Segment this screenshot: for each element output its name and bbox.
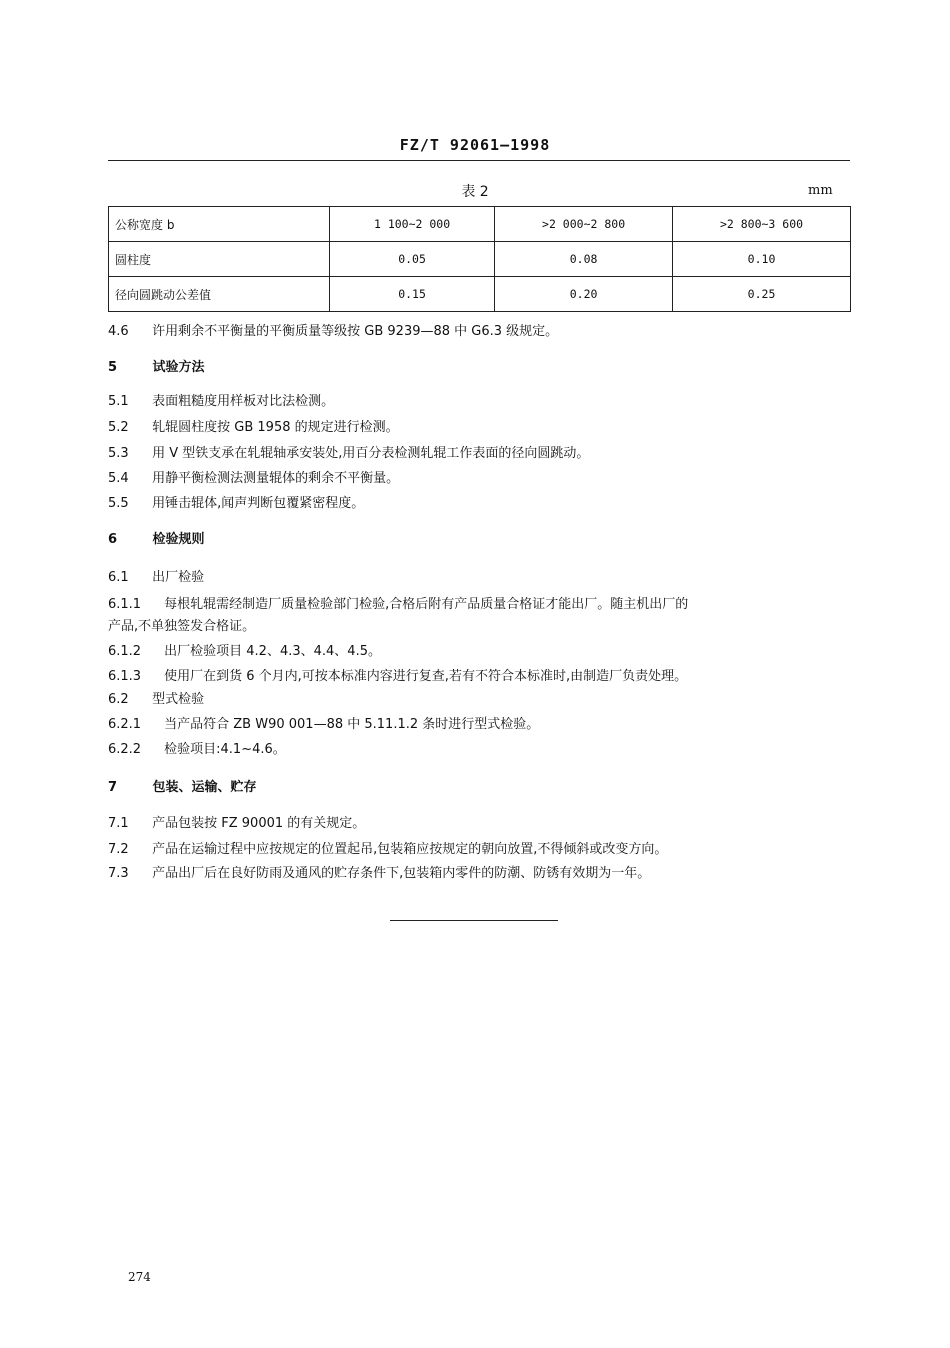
section-heading-5 [108,356,205,375]
table-cell: 0.05 [330,242,495,277]
clause-5-2 [108,416,399,435]
clause-number: 5.4 [108,471,129,486]
clause-text: 产品,不单独签发合格证。 [108,619,256,634]
clause-5-5 [108,492,364,511]
clause-number: 5.3 [108,446,129,461]
clause-text: 用锤击辊体,闻声判断包覆紧密程度。 [152,496,365,511]
clause-text: 轧辊圆柱度按 GB 1958 的规定进行检测。 [152,420,399,435]
clause-number: 6.1 [108,570,129,585]
clause-number: 6.1.2 [108,644,142,659]
clause-text: 使用厂在到货 6 个月内,可按本标准内容进行复查,若有不符合本标准时,由制造厂负责处理。 [164,669,688,684]
table-row [109,207,851,242]
clause-5-1 [108,390,334,409]
table-cell: >2 800~3 600 [673,207,851,242]
tolerance-table [108,206,851,312]
clause-text: 每根轧辊需经制造厂质量检验部门检验,合格后附有产品质量合格证才能出厂。随主机出厂的 [164,597,689,612]
clause-6-2-2 [108,738,286,757]
table-row [109,277,851,312]
document-header-title: FZ/T 92061—1998 [399,136,551,154]
section-number: 7 [108,780,118,795]
clause-number: 4.6 [108,324,129,339]
table-row [109,242,851,277]
clause-text: 检验项目:4.1~4.6。 [164,742,286,757]
clause-6-2 [108,688,204,707]
table-cell: 0.08 [495,242,673,277]
table-cell: 0.15 [330,277,495,312]
clause-5-3 [108,442,589,461]
clause-number: 6.2.1 [108,717,142,732]
section-title: 检验规则 [152,532,205,547]
clause-number: 7.2 [108,842,129,857]
clause-7-2 [108,838,667,857]
table-cell: 1 100~2 000 [330,207,495,242]
clause-text: 产品在运输过程中应按规定的位置起吊,包装箱应按规定的朝向放置,不得倾斜或改变方向。 [152,842,668,857]
row-label: 径向圆跳动公差值 [109,277,330,312]
clause-4-6 [108,320,558,339]
row-label: 圆柱度 [109,242,330,277]
clause-5-4 [108,467,399,486]
clause-text: 用静平衡检测法测量辊体的剩余不平衡量。 [152,471,400,486]
clause-text: 出厂检验项目 4.2、4.3、4.4、4.5。 [164,644,381,659]
clause-6-1-1 [108,593,688,612]
clause-text: 用 V 型铁支承在轧辊轴承安装处,用百分表检测轧辊工作表面的径向圆跳动。 [152,446,590,461]
clause-7-1 [108,812,365,831]
clause-number: 5.1 [108,394,129,409]
clause-text: 许用剩余不平衡量的平衡质量等级按 GB 9239—88 中 G6.3 级规定。 [152,324,559,339]
clause-6-2-1 [108,713,539,732]
table-caption: 表 2 [461,184,489,200]
section-number: 5 [108,360,118,375]
clause-text: 表面粗糙度用样板对比法检测。 [152,394,335,409]
clause-number: 6.1.3 [108,669,142,684]
clause-text: 产品出厂后在良好防雨及通风的贮存条件下,包装箱内零件的防潮、防锈有效期为一年。 [152,866,651,881]
clause-number: 5.2 [108,420,129,435]
clause-text: 型式检验 [152,692,205,707]
clause-6-1 [108,566,204,585]
table-unit: mm [808,183,833,198]
page-number: 274 [128,1270,151,1284]
clause-7-3 [108,862,650,881]
clause-6-1-3 [108,665,687,684]
section-heading-7 [108,776,257,795]
table-cell: >2 000~2 800 [495,207,673,242]
table-cell: 0.20 [495,277,673,312]
header-rule [108,160,850,161]
clause-number: 6.1.1 [108,597,142,612]
row-label: 公称宽度 b [109,207,330,242]
table-cell: 0.10 [673,242,851,277]
clause-number: 7.3 [108,866,129,881]
clause-number: 7.1 [108,816,129,831]
clause-number: 6.2 [108,692,129,707]
section-title: 包装、运输、贮存 [152,780,257,795]
clause-6-1-1-continued [108,615,255,634]
table-cell: 0.25 [673,277,851,312]
clause-number: 6.2.2 [108,742,142,757]
end-rule [390,920,558,921]
clause-text: 当产品符合 ZB W90 001—88 中 5.11.1.2 条时进行型式检验。 [164,717,540,732]
clause-6-1-2 [108,640,381,659]
section-heading-6 [108,528,205,547]
section-number: 6 [108,532,118,547]
clause-text: 产品包装按 FZ 90001 的有关规定。 [152,816,366,831]
clause-number: 5.5 [108,496,129,511]
section-title: 试验方法 [152,360,205,375]
clause-text: 出厂检验 [152,570,205,585]
